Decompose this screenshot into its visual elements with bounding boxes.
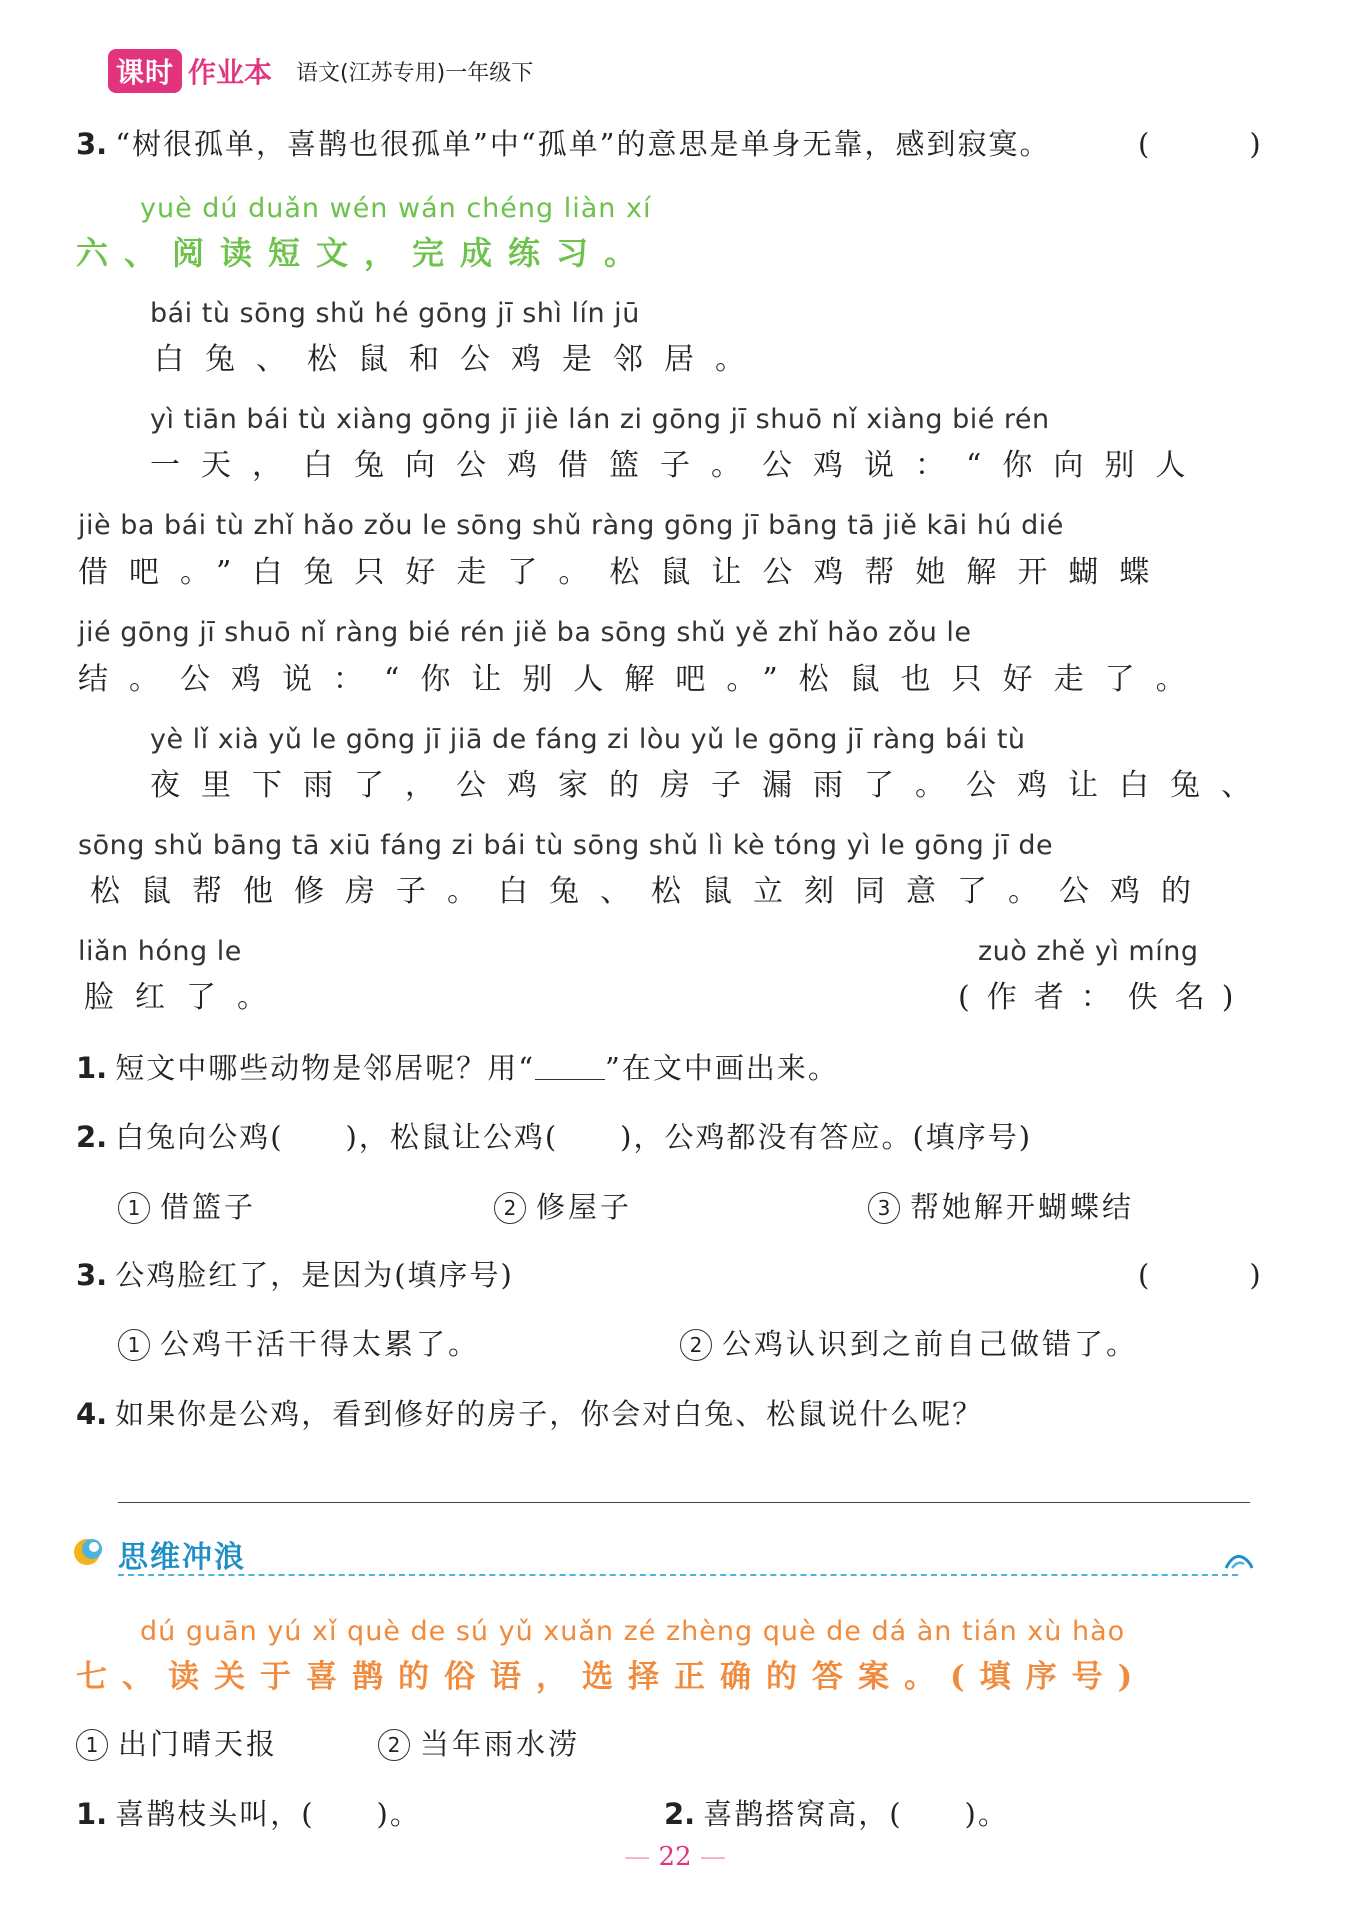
passage-pinyin: yì tiān bái tù xiàng gōng jī jiè lán zi gōng jī shuō nǐ xiàng bié rén xyxy=(150,404,1050,435)
option-text: 公鸡认识到之前自己做错了。 xyxy=(722,1327,1139,1361)
question-text-end: ”在文中画出来。 xyxy=(605,1051,839,1085)
s7-item-1 xyxy=(76,1792,421,1833)
question-text: 如果你是公鸡，看到修好的房子，你会对白兔、松鼠说什么呢？ xyxy=(115,1397,984,1431)
option-mark: 3 xyxy=(868,1192,900,1224)
question-number: 1. xyxy=(76,1051,108,1085)
brand-name: 作业本 xyxy=(188,56,273,89)
q2-option-3 xyxy=(868,1185,1134,1226)
page-dash-right: — xyxy=(699,1842,726,1872)
option-mark: 1 xyxy=(118,1192,150,1224)
option-text: 帮她解开蝴蝶结 xyxy=(910,1190,1135,1224)
question-number: 3. xyxy=(76,127,108,161)
passage-pinyin: liǎn hóng le xyxy=(78,936,242,967)
page-number xyxy=(0,1842,1350,1872)
question-text: 公鸡脸红了，是因为(填序号) xyxy=(115,1258,514,1292)
q3-option-2 xyxy=(680,1322,1138,1363)
option-text: 借篮子 xyxy=(160,1190,257,1224)
question-number: 4. xyxy=(76,1397,108,1431)
option-text: 当年雨水涝 xyxy=(420,1727,581,1761)
question-3 xyxy=(76,1253,514,1294)
brand-badge: 课时 xyxy=(108,49,182,93)
question-number: 1. xyxy=(76,1797,108,1831)
passage-text: 一天，白兔向公鸡借篮子。公鸡说：“你向别人 xyxy=(150,448,1207,483)
section6-pinyin: yuè dú duǎn wén wán chéng liàn xí xyxy=(140,193,652,224)
question-text: 喜鹊搭窝高，( )。 xyxy=(703,1797,1009,1831)
page-number-value: 22 xyxy=(658,1842,692,1872)
question-2 xyxy=(76,1115,1032,1156)
divider xyxy=(118,1574,1238,1576)
passage-pinyin: jiè ba bái tù zhǐ hǎo zǒu le sōng shǔ ràng gōng jī bāng tā jiě kāi hú dié xyxy=(78,510,1064,541)
section7-title: 七、读关于喜鹊的俗语，选择正确的答案。(填序号) xyxy=(76,1659,1148,1695)
page-header xyxy=(108,48,533,94)
option-text: 修屋子 xyxy=(536,1190,633,1224)
answer-line[interactable] xyxy=(118,1502,1250,1503)
question-text: “树很孤单，喜鹊也很孤单”中“孤单”的意思是单身无靠，感到寂寞。 xyxy=(115,127,1051,161)
passage-text: 夜里下雨了，公鸡家的房子漏雨了。公鸡让白兔、 xyxy=(150,768,1272,803)
option-mark: 2 xyxy=(378,1729,410,1761)
s7-option-2 xyxy=(378,1722,580,1763)
passage-pinyin: sōng shǔ bāng tā xiū fáng zi bái tù sōng shǔ lì kè tóng yì le gōng jī de xyxy=(78,830,1054,861)
answer-blank[interactable]: ( ) xyxy=(1138,1258,1275,1292)
question-1 xyxy=(76,1046,839,1087)
question-number: 3. xyxy=(76,1258,108,1292)
thinking-title: 思维冲浪 xyxy=(118,1540,246,1575)
thinking-banner xyxy=(72,1532,1254,1576)
passage-text: 借吧。”白兔只好走了。松鼠让公鸡帮她解开蝴蝶 xyxy=(78,555,1171,590)
page-dash-left: — xyxy=(624,1842,651,1872)
answer-blank[interactable]: ( ) xyxy=(1138,127,1275,161)
passage-text: 脸红了。 xyxy=(84,980,288,1015)
option-mark: 2 xyxy=(680,1329,712,1361)
q3-option-1 xyxy=(118,1322,480,1363)
passage-pinyin: yè lǐ xià yǔ le gōng jī jiā de fáng zi lòu yǔ le gōng jī ràng bái tù xyxy=(150,724,1026,755)
passage-text: 白兔、松鼠和公鸡是邻居。 xyxy=(154,342,766,377)
option-text: 公鸡干活干得太累了。 xyxy=(160,1327,481,1361)
prev-question-3 xyxy=(76,122,1051,163)
underline-sample xyxy=(535,1079,605,1080)
author-credit: (作者：佚名) xyxy=(958,980,1251,1015)
option-mark: 1 xyxy=(118,1329,150,1361)
q2-option-2 xyxy=(494,1185,632,1226)
question-text: 喜鹊枝头叫，( )。 xyxy=(115,1797,421,1831)
passage-text: 松鼠帮他修房子。白兔、松鼠立刻同意了。公鸡的 xyxy=(90,874,1212,909)
section7-pinyin: dú guān yú xǐ què de sú yǔ xuǎn zé zhèng què de dá àn tián xù hào xyxy=(140,1616,1126,1647)
author-pinyin: zuò zhě yì míng xyxy=(978,936,1199,967)
book-subtitle: 语文(江苏专用)一年级下 xyxy=(296,60,534,86)
question-text: 白兔向公鸡( )，松鼠让公鸡( )，公鸡都没有答应。(填序号) xyxy=(115,1120,1033,1154)
question-number: 2. xyxy=(76,1120,108,1154)
passage-text: 结。公鸡说：“你让别人解吧。”松鼠也只好走了。 xyxy=(78,662,1207,697)
passage-pinyin: bái tù sōng shǔ hé gōng jī shì lín jū xyxy=(150,298,640,329)
passage-pinyin: jié gōng jī shuō nǐ ràng bié rén jiě ba sōng shǔ yě zhǐ hǎo zǒu le xyxy=(78,617,972,648)
option-mark: 1 xyxy=(76,1729,108,1761)
question-number: 2. xyxy=(664,1797,696,1831)
s7-option-1 xyxy=(76,1722,278,1763)
s7-item-2 xyxy=(664,1792,1009,1833)
section6-title: 六、阅读短文，完成练习。 xyxy=(76,234,653,272)
option-mark: 2 xyxy=(494,1192,526,1224)
q2-option-1 xyxy=(118,1185,256,1226)
question-text: 短文中哪些动物是邻居呢？用“ xyxy=(115,1051,536,1085)
option-text: 出门晴天报 xyxy=(118,1727,279,1761)
wave-icon xyxy=(1224,1548,1254,1572)
thinking-icon xyxy=(72,1534,106,1568)
question-4 xyxy=(76,1392,983,1433)
